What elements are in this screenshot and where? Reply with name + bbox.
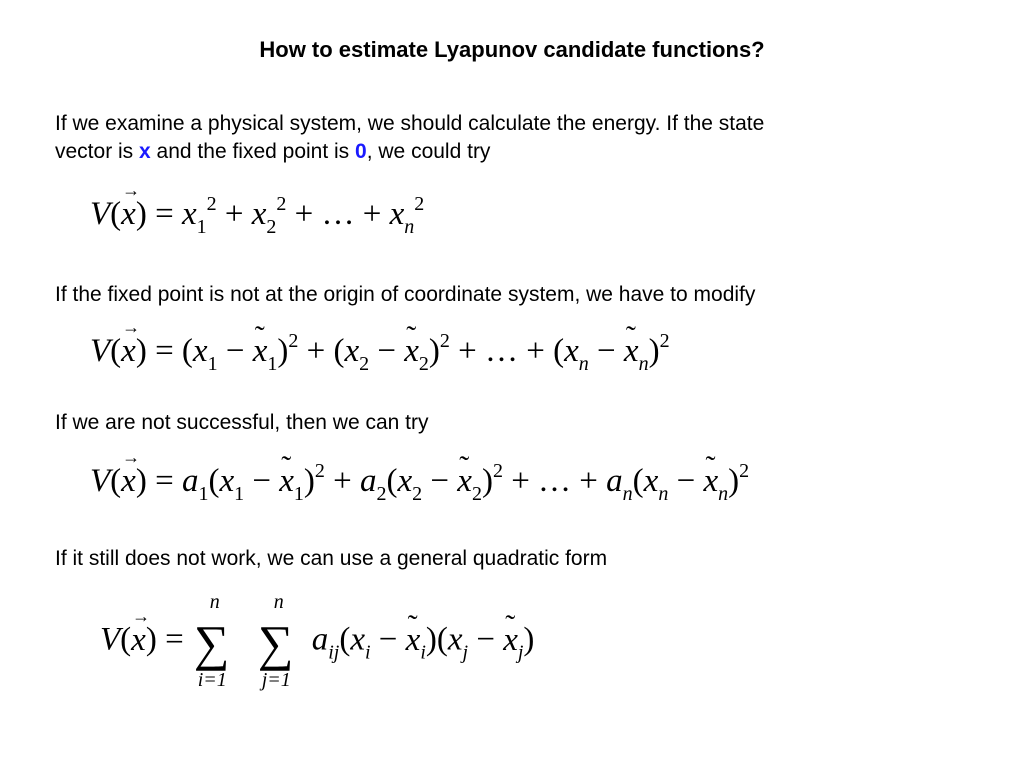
state-vector-x: x bbox=[139, 140, 151, 163]
sum-over-j: n ∑ j=1 bbox=[257, 591, 294, 691]
slide-title: How to estimate Lyapunov candidate functions? bbox=[259, 37, 765, 62]
paragraph-energy-line1: If we examine a physical system, we should calculate the energy. If the state bbox=[55, 112, 765, 135]
equation-energy: $V(\to x) = x_1^2 + x_2^2$ + … + $x_n^2$ bbox=[90, 198, 424, 231]
fixed-point-zero: 0 bbox=[355, 140, 367, 163]
paragraph-energy-line2c: , we could try bbox=[366, 140, 491, 163]
paragraph-energy-line2b: and the fixed point is bbox=[150, 140, 356, 163]
paragraph-energy bbox=[55, 110, 764, 166]
sum-over-i: n ∑ i=1 bbox=[193, 591, 230, 691]
paragraph-quadratic: If it still does not work, we can use a general quadratic form bbox=[55, 547, 608, 570]
paragraph-shifted-origin: If the fixed point is not at the origin of coordinate system, we have to modify bbox=[55, 283, 756, 306]
equation-shifted: $V(\to x) = (x_1$ − ˜ $x_1)^2 + (x_2$ − ˜ $x_2)^2$ + … + ($x_n$ − ˜ $x_n)^2$ bbox=[90, 335, 670, 368]
paragraph-energy-line2a: vector is bbox=[55, 140, 140, 163]
paragraph-weighted: If we are not successful, then we can try bbox=[55, 411, 429, 434]
equation-quadratic-form: V(→ x) = n ∑ i=1 n ∑ j=1 $a_{ij}(x_i$ − ˜ $x_i)(x_j$ − ˜ $x_j$) bbox=[100, 612, 534, 672]
equation-weighted: $V(\to x) = a_1(x_1$ − ˜ $x_1)^2 + a_2(x_2$ − ˜ $x_2)^2$ + … + $a_n(x_n$ − ˜ $x_n)^2$ bbox=[90, 465, 749, 498]
